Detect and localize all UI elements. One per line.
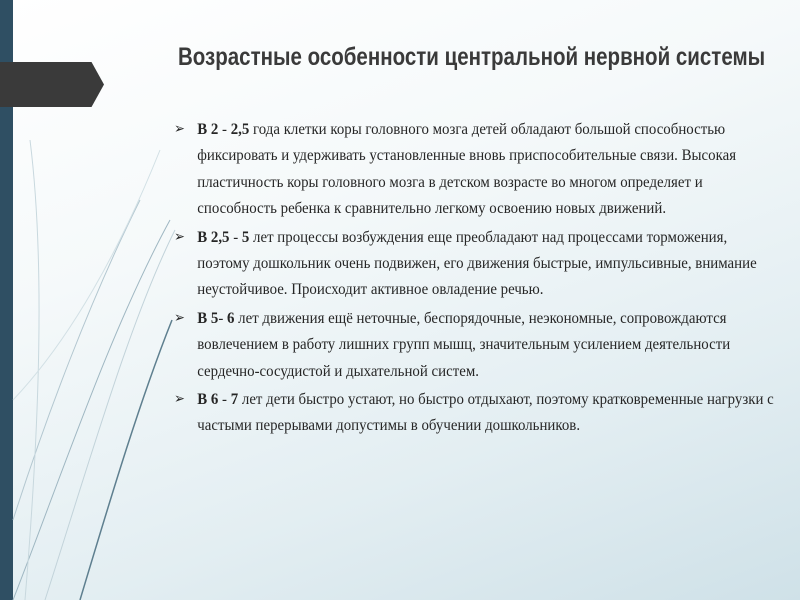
age-to: 5: [241, 228, 250, 246]
bullet-text: лет процессы возбуждения еще преобладают над процессами торможения, поэтому дошкольник очень подвижен, его движения быстрые, импульсивные, внимание неустойчивое. Происходит активное овладение речью.: [197, 228, 757, 299]
age-separator: -: [218, 121, 231, 138]
age-from: В 2,5: [197, 228, 230, 246]
age-separator: -: [218, 391, 231, 409]
age-to: 6: [227, 309, 235, 327]
age-from: В 2: [197, 121, 219, 138]
bullet-text: лет движения ещё неточные, беспорядочные, неэкономные, сопровождаются вовлечением в работу лишних групп мышц, значительным усилением деятельности сердечно-сосудистой и дыхательной систем.: [197, 309, 731, 380]
age-from: В 5: [197, 309, 219, 327]
age-separator: -: [218, 309, 228, 327]
bullet-list: [174, 117, 774, 442]
bullet-item: [174, 387, 774, 440]
age-to: 7: [230, 391, 239, 409]
bullet-item: [174, 117, 774, 223]
age-to: 2,5: [230, 121, 250, 138]
bullet-text: года клетки коры головного мозга детей обладают большой способностью фиксировать и удерживать установленные вновь приспособительные связи. Высокая пластичность коры головного мозга в детском возрасте во многом определяет и способность ребенка к сравнительно легкому освоению новых движений.: [197, 121, 737, 218]
age-separator: -: [229, 228, 242, 246]
bullet-item: [174, 306, 774, 385]
bullet-item: [174, 225, 774, 304]
arrowhead-bullet-icon: ➢: [174, 122, 185, 137]
bullet-text: лет дети быстро устают, но быстро отдыхают, поэтому кратковременные нагрузки с частыми перерывами допустимы в обучении дошкольников.: [197, 391, 774, 435]
arrowhead-bullet-icon: ➢: [174, 310, 185, 326]
slide-title: Возрастные особенности центральной нервной системы: [178, 43, 766, 71]
title-arrow-tab: [0, 62, 104, 107]
arrowhead-bullet-icon: ➢: [174, 392, 185, 408]
arrowhead-bullet-icon: ➢: [174, 229, 185, 245]
age-from: В 6: [197, 391, 219, 409]
